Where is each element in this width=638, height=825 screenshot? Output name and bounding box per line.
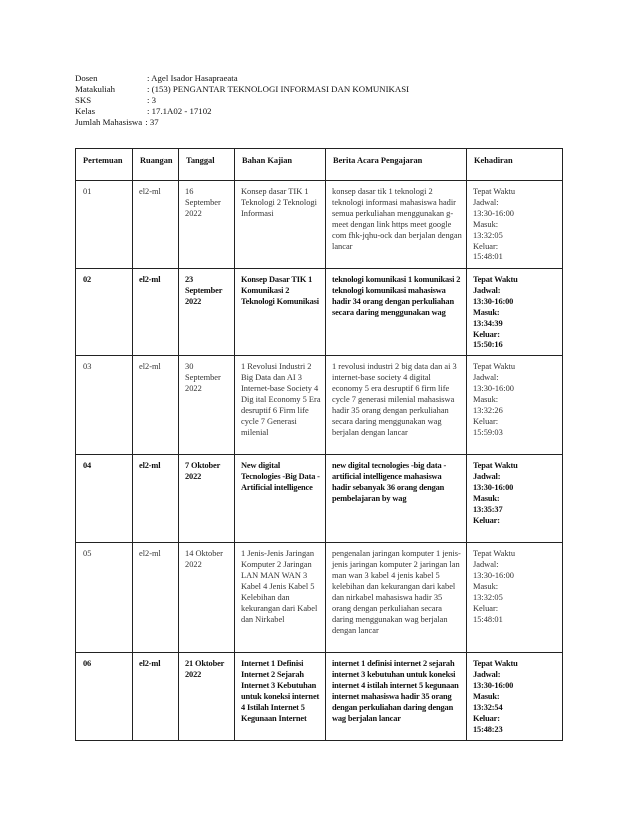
cell-berita-acara: new digital tecnologies -big data -artificial intelligence mahasiswa hadir sebanyak 36 orang dengan pembelajaran by wag (326, 455, 467, 543)
table-row (76, 455, 563, 543)
column-header-kehadiran: Kehadiran (467, 149, 563, 181)
attendance-block (473, 461, 558, 526)
attendance-masuk: 13:32:05 (473, 592, 503, 602)
cell-bahan-kajian: New digital Tecnologies -Big Data -Artificial intelligence (235, 455, 326, 543)
cell-ruangan: el2-ml (133, 356, 179, 455)
attendance-masuk-label: Masuk: (473, 307, 500, 317)
info-label: Dosen (75, 73, 98, 83)
column-header-pertemuan: Pertemuan (76, 149, 133, 181)
attendance-masuk: 13:35:37 (473, 504, 503, 514)
info-matakuliah (75, 84, 409, 95)
info-value: : 17.1A02 - 17102 (147, 106, 212, 116)
attendance-masuk-label: Masuk: (473, 494, 500, 504)
cell-bahan-kajian: 1 Jenis-Jenis Jaringan Komputer 2 Jaringan LAN MAN WAN 3 Kabel 4 Jenis Kabel 5 Kelebihan dan kekurangan dari Kabel dan Nirkabel (235, 543, 326, 653)
info-kelas (75, 106, 409, 117)
attendance-masuk-label: Masuk: (473, 582, 499, 592)
attendance-jadwal: 13:30-16:00 (473, 208, 514, 218)
info-sks (75, 95, 409, 106)
attendance-jadwal-label: Jadwal: (473, 373, 499, 383)
cell-berita-acara: pengenalan jaringan komputer 1 jenis-jenis jaringan komputer 2 jaringan lan man wan 3 kabel 4 jenis kabel 5 kelebihan dan kekurangan dari kabel dan nirkabel mahasiswa hadir 35 orang dengan perkuliahan secara daring menggunakan wag berjalan dengan lancar (326, 543, 467, 653)
info-jumlah-mahasiswa (75, 117, 409, 128)
cell-pertemuan: 03 (76, 356, 133, 455)
attendance-keluar: 15:48:23 (473, 724, 503, 734)
cell-kehadiran (467, 653, 563, 740)
cell-tanggal: 23 September 2022 (179, 269, 235, 356)
attendance-block (473, 362, 558, 438)
attendance-jadwal: 13:30-16:00 (473, 384, 514, 394)
table-row (76, 181, 563, 269)
attendance-status: Tepat Waktu (473, 461, 518, 471)
attendance-block (473, 549, 558, 625)
info-label: Matakuliah (75, 84, 116, 94)
cell-bahan-kajian: Internet 1 Definisi Internet 2 Sejarah Internet 3 Kebutuhan untuk koneksi internet 4 Istilah Internet 5 Kegunaan Internet (235, 653, 326, 740)
info-value: : (153) PENGANTAR TEKNOLOGI INFORMASI DAN KOMUNIKASI (147, 84, 410, 94)
cell-berita-acara: konsep dasar tik 1 teknologi 2 teknologi informasi mahasiswa hadir semua perkuliahan menggunakan g-meet dengan link https meet google com fhk-jqhu-ock dan berjalan dengan lancar (326, 181, 467, 269)
column-header-ruangan: Ruangan (133, 149, 179, 181)
cell-pertemuan: 05 (76, 543, 133, 653)
attendance-keluar: 15:48:01 (473, 252, 503, 262)
cell-bahan-kajian: Konsep Dasar TIK 1 Komunikasi 2 Teknologi Komunikasi (235, 269, 326, 356)
cell-kehadiran (467, 181, 563, 269)
info-label: SKS (75, 95, 92, 105)
info-value: : Agel Isador Hasapraeata (147, 73, 238, 83)
table-header-row (76, 149, 563, 181)
info-dosen (75, 73, 409, 84)
attendance-keluar: 15:59:03 (473, 427, 503, 437)
cell-kehadiran (467, 543, 563, 653)
info-value: : 37 (145, 117, 159, 127)
attendance-jadwal-label: Jadwal: (473, 670, 501, 680)
cell-berita-acara: internet 1 definisi internet 2 sejarah internet 3 kebutuhan untuk koneksi internet 4 istilah internet 5 kegunaan internet mahasiswa hadir 35 orang dengan perkuliahan daring dengan wag berjalan lancar (326, 653, 467, 740)
cell-kehadiran (467, 269, 563, 356)
attendance-status: Tepat Waktu (473, 659, 518, 669)
attendance-masuk: 13:32:05 (473, 230, 503, 240)
attendance-status: Tepat Waktu (473, 187, 516, 196)
cell-berita-acara: 1 revolusi industri 2 big data dan ai 3 internet-base society 4 digital economy 5 era desruptif 6 firm life cycle 7 generasi milenial mahasiswa hadir 35 orang dengan perkuliahan secara daring menggunakan wag berjalan dengan lancar (326, 356, 467, 455)
attendance-jadwal: 13:30-16:00 (473, 483, 514, 493)
attendance-keluar-label: Keluar: (473, 329, 500, 339)
cell-ruangan: el2-ml (133, 181, 179, 269)
attendance-status: Tepat Waktu (473, 362, 516, 372)
attendance-jadwal: 13:30-16:00 (473, 571, 514, 581)
attendance-status: Tepat Waktu (473, 549, 516, 559)
attendance-keluar-label: Keluar: (473, 713, 500, 723)
meeting-table (75, 148, 563, 741)
column-header-tanggal: Tanggal (179, 149, 235, 181)
table-row (76, 356, 563, 455)
cell-tanggal: 30 September 2022 (179, 356, 235, 455)
attendance-jadwal-label: Jadwal: (473, 197, 499, 207)
attendance-block (473, 275, 558, 351)
info-value: : 3 (147, 95, 157, 105)
attendance-masuk: 13:32:54 (473, 702, 503, 712)
cell-tanggal: 16 September 2022 (179, 181, 235, 269)
cell-pertemuan: 04 (76, 455, 133, 543)
cell-pertemuan: 01 (76, 181, 133, 269)
cell-bahan-kajian: 1 Revolusi Industri 2 Big Data dan AI 3 Internet-base Society 4 Dig ital Economy 5 Era desruptif 6 Firm life cycle 7 Generasi milenial (235, 356, 326, 455)
attendance-block (473, 187, 558, 263)
column-header-berita-acara: Berita Acara Pengajaran (326, 149, 467, 181)
attendance-keluar: 15:48:01 (473, 614, 503, 624)
column-header-bahan-kajian: Bahan Kajian (235, 149, 326, 181)
cell-ruangan: el2-ml (133, 653, 179, 740)
attendance-keluar: 15:50:16 (473, 340, 503, 350)
attendance-jadwal-label: Jadwal: (473, 472, 501, 482)
attendance-keluar-label: Keluar: (473, 241, 499, 251)
cell-pertemuan: 06 (76, 653, 133, 740)
cell-berita-acara: teknologi komunikasi 1 komunikasi 2 teknologi komunikasi mahasiswa hadir 34 orang dengan perkuliahan secara daring menggunakan wag (326, 269, 467, 356)
attendance-keluar-label: Keluar: (473, 603, 499, 613)
table-row (76, 543, 563, 653)
cell-pertemuan: 02 (76, 269, 133, 356)
cell-kehadiran (467, 356, 563, 455)
cell-bahan-kajian: Konsep dasar TIK 1 Teknologi 2 Teknologi Informasi (235, 181, 326, 269)
attendance-masuk-label: Masuk: (473, 395, 499, 405)
table-row (76, 269, 563, 356)
attendance-masuk: 13:32:26 (473, 405, 503, 415)
table-row (76, 653, 563, 740)
attendance-jadwal-label: Jadwal: (473, 285, 501, 295)
attendance-masuk: 13:34:39 (473, 318, 503, 328)
attendance-masuk-label: Masuk: (473, 692, 500, 702)
cell-tanggal: 21 Oktober 2022 (179, 653, 235, 740)
cell-ruangan: el2-ml (133, 455, 179, 543)
attendance-jadwal: 13:30-16:00 (473, 296, 514, 306)
course-info (75, 73, 409, 128)
cell-ruangan: el2-ml (133, 269, 179, 356)
cell-kehadiran (467, 455, 563, 543)
cell-tanggal: 7 Oktober 2022 (179, 455, 235, 543)
attendance-jadwal-label: Jadwal: (473, 560, 499, 570)
attendance-keluar-label: Keluar: (473, 416, 499, 426)
attendance-status: Tepat Waktu (473, 275, 518, 284)
attendance-masuk-label: Masuk: (473, 219, 499, 229)
cell-ruangan: el2-ml (133, 543, 179, 653)
cell-tanggal: 14 Oktober 2022 (179, 543, 235, 653)
attendance-block (473, 659, 558, 735)
info-label: Jumlah Mahasiswa (75, 117, 143, 127)
attendance-jadwal: 13:30-16:00 (473, 681, 514, 691)
attendance-keluar-label: Keluar: (473, 515, 500, 525)
info-label: Kelas (75, 106, 96, 116)
